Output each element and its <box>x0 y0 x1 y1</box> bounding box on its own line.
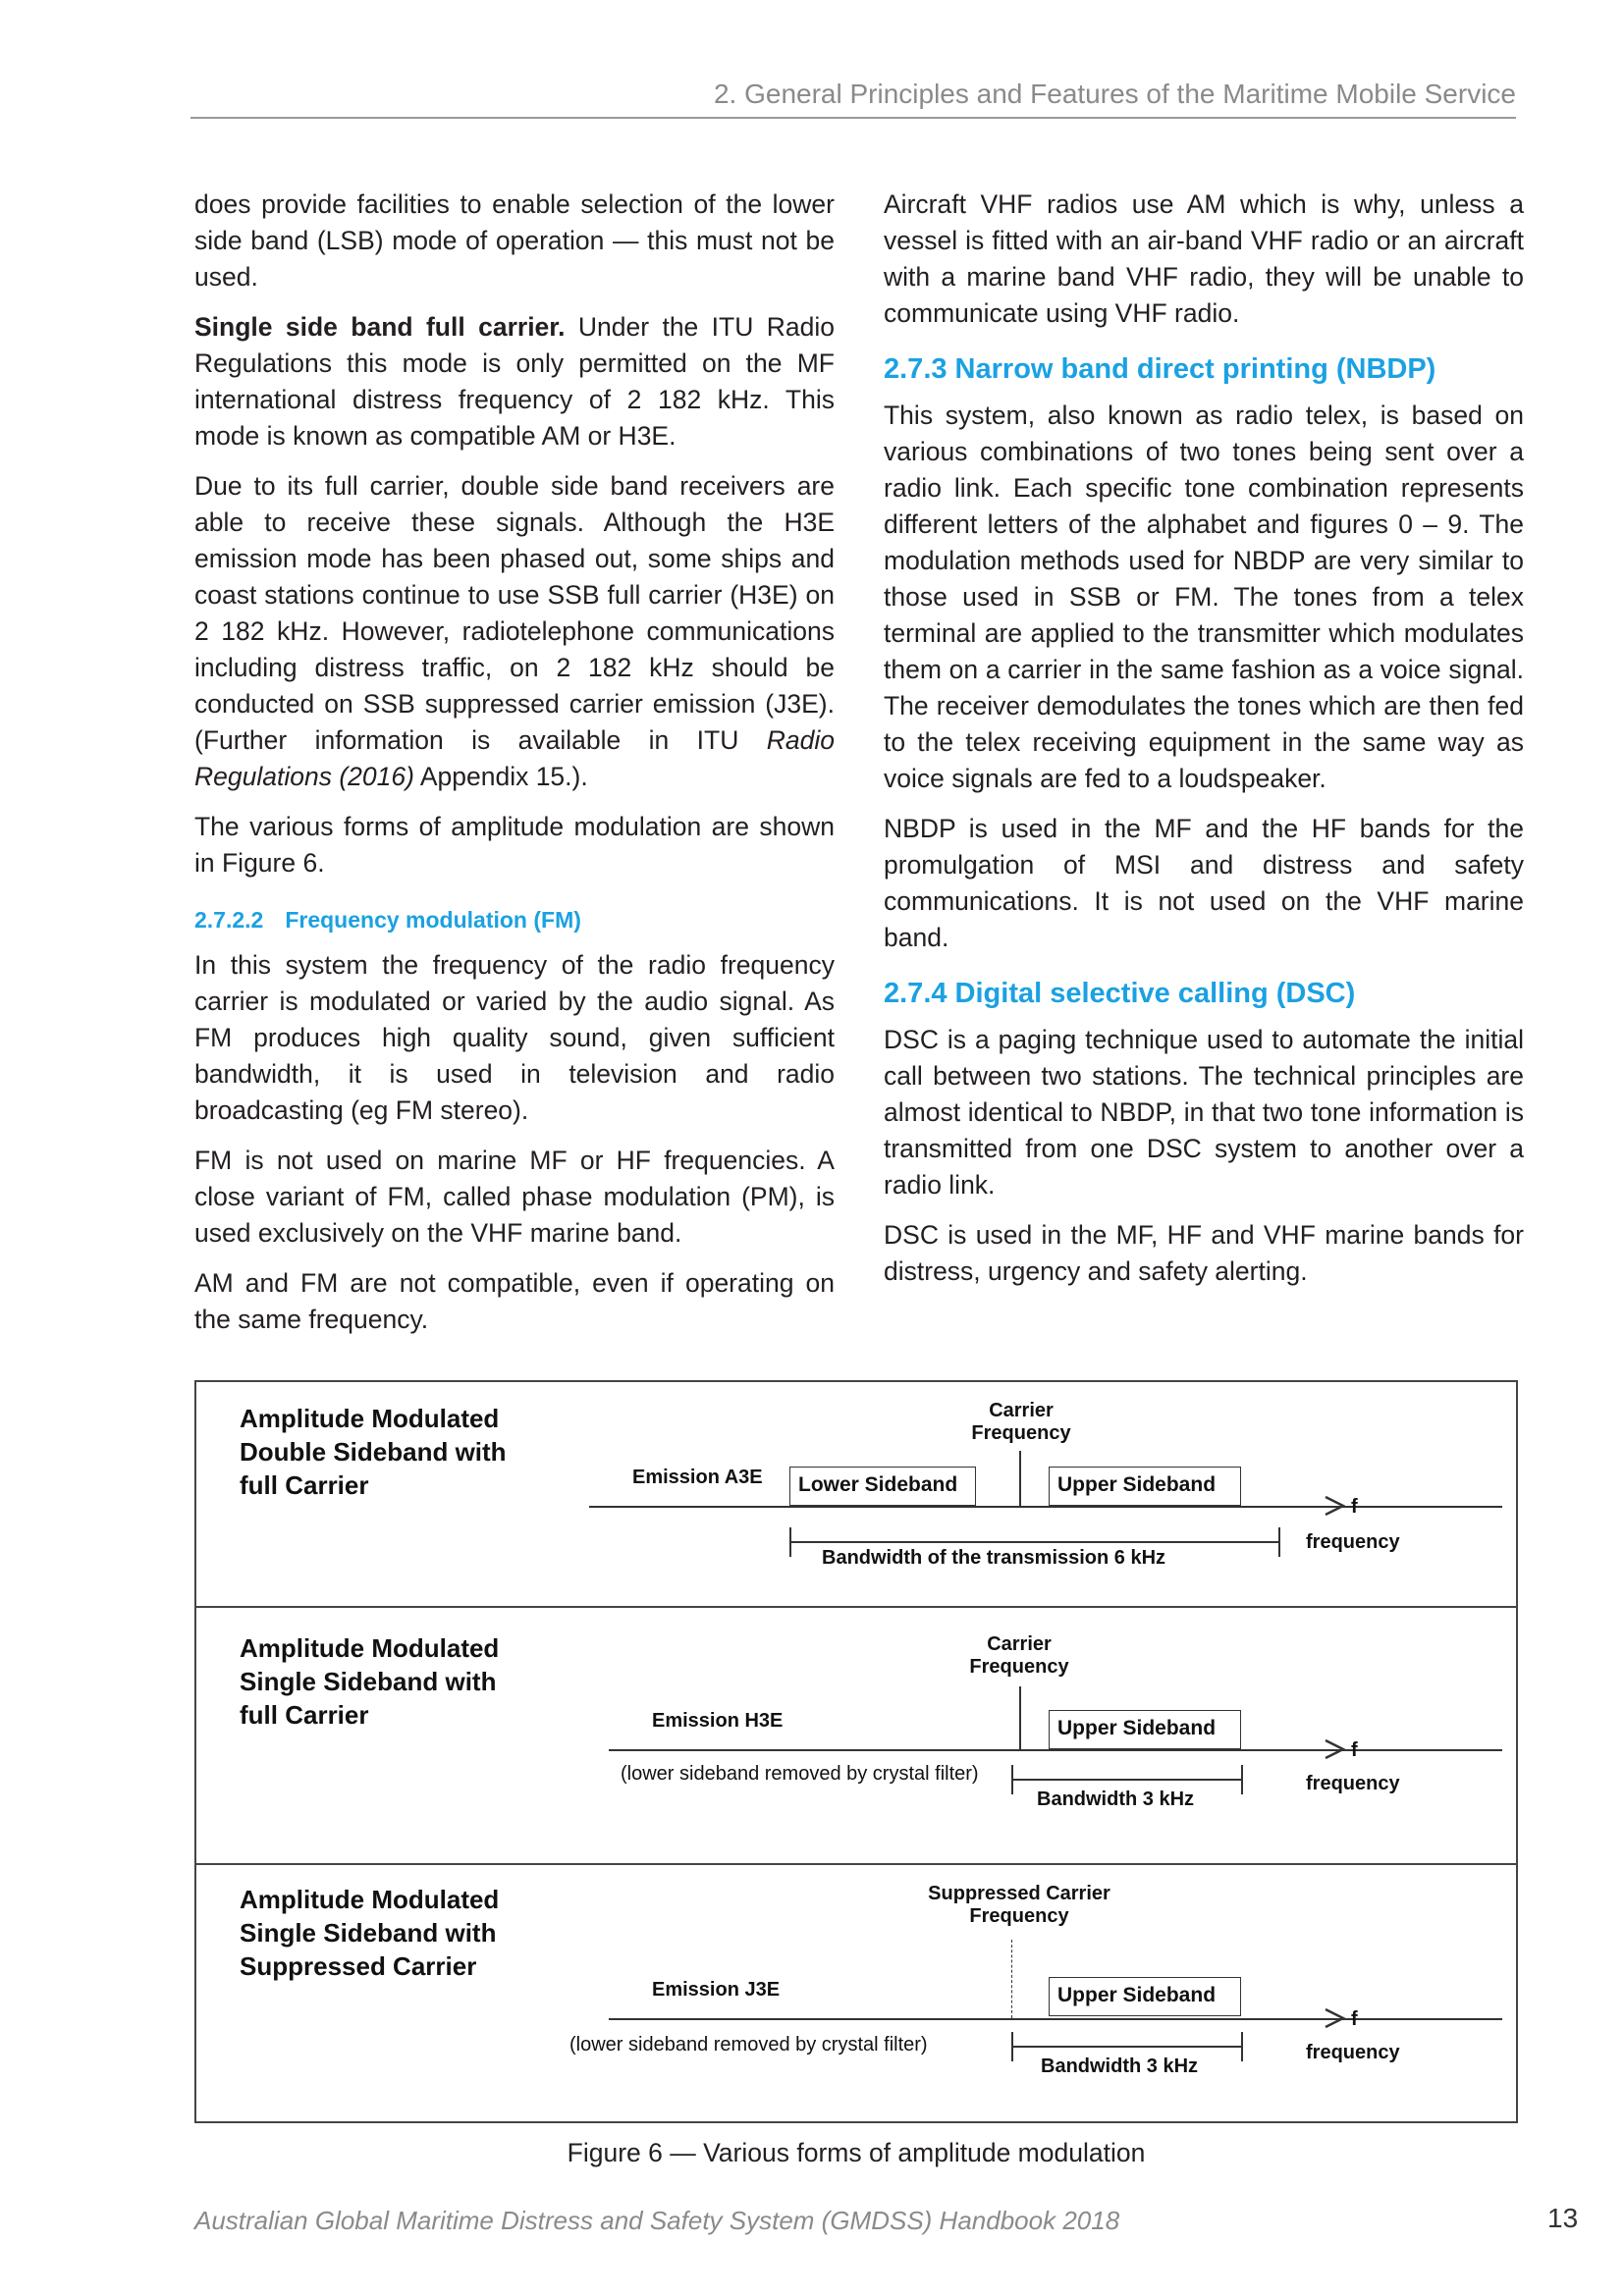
frequency-label: frequency <box>1306 2042 1400 2063</box>
panel-single-sideband-full-carrier <box>196 1608 1516 1865</box>
figure-6 <box>194 1380 1518 2123</box>
paragraph: This system, also known as radio telex, is based on various combinations of two tones being sent over a radio link. Each specific tone combination represents different letters of the alphabet and figures 0 – 9. The modulation methods used for NBDP are very similar to those used in SSB or FM. The tones from a telex terminal are applied to the transmitter which modulates them on a carrier in the same fashion as a voice signal. The receiver demodulates the tones which are then fed to the telex receiving equipment in the same way as voice signals are fed to a loudspeaker. <box>884 400 1524 793</box>
bandwidth-line <box>1011 1779 1241 1781</box>
emission-label: Emission J3E <box>652 1979 781 2001</box>
carrier-line <box>1019 1451 1021 1506</box>
paragraph: does provide facilities to enable selection of the lower side band (LSB) mode of operation — this must not be used. <box>194 189 835 292</box>
panel-title: Amplitude Modulated Double Sideband with full Carrier <box>240 1404 507 1500</box>
page-number: 13 <box>1547 2203 1579 2233</box>
lower-sideband-box: Lower Sideband <box>789 1467 976 1506</box>
panel-title: Amplitude Modulated Single Sideband with full Carrier <box>240 1633 500 1730</box>
paragraph: DSC is a paging technique used to automate the initial call between two stations. The technical principles are almost identical to NBDP, in that two tone information is transmitted from one DSC system to another over a radio link. <box>884 1025 1524 1200</box>
frequency-axis <box>589 1506 1502 1508</box>
bandwidth-tick-right <box>1241 1765 1243 1794</box>
frequency-label: frequency <box>1306 1773 1400 1794</box>
figure-caption: Figure 6 — Various forms of amplitude modulation <box>567 2138 1146 2167</box>
bandwidth-line <box>1011 2046 1241 2048</box>
running-header: 2. General Principles and Features of the Maritime Mobile Service <box>713 79 1516 109</box>
footer-title: Australian Global Maritime Distress and Safety System (GMDSS) Handbook 2018 <box>194 2206 1120 2235</box>
carrier-label: Carrier Frequency <box>969 1633 1069 1678</box>
paragraph: The various forms of amplitude modulation are shown in Figure 6. <box>194 812 835 878</box>
frequency-axis <box>609 1749 1502 1751</box>
section-heading-2722: 2.7.2.2 Frequency modulation (FM) <box>194 907 581 933</box>
right-column <box>884 187 1524 1304</box>
arrow-right-icon <box>1324 1738 1345 1760</box>
paragraph: AM and FM are not compatible, even if operating on the same frequency. <box>194 1268 835 1334</box>
f-label: f <box>1351 1739 1358 1761</box>
carrier-label: Suppressed Carrier Frequency <box>928 1883 1110 1927</box>
carrier-label: Carrier Frequency <box>971 1400 1071 1444</box>
paragraph: NBDP is used in the MF and the HF bands for the promulgation of MSI and distress and safety communications. It is not used on the VHF marine band. <box>884 814 1524 952</box>
paragraph: In this system the frequency of the radio frequency carrier is modulated or varied by the audio signal. As FM produces high quality sound, given sufficient bandwidth, it is used in television and radio broadcasting (eg FM stereo). <box>194 950 835 1125</box>
filter-note: (lower sideband removed by crystal filter) <box>569 2034 928 2056</box>
arrow-right-icon <box>1324 1495 1345 1517</box>
section-heading-273: 2.7.3 Narrow band direct printing (NBDP) <box>884 353 1436 385</box>
upper-sideband-box: Upper Sideband <box>1049 1467 1241 1506</box>
left-column <box>194 187 835 1352</box>
frequency-axis <box>609 2018 1502 2020</box>
paragraph: Due to its full carrier, double side band receivers are able to receive these signals. Although the H3E emission mode has been phased out, some ships and coast stations continue to use SSB full carrier (H3E) on 2 182 kHz. However, radiotelephone communications including distress traffic, on 2 182 kHz should be conducted on SSB suppressed carrier emission (J3E). (Further information is available in ITU Radio Regulations (2016) Appendix 15.). <box>194 471 835 791</box>
suppressed-carrier-line <box>1011 1940 1012 2018</box>
panel-single-sideband-suppressed-carrier <box>196 1865 1516 2122</box>
frequency-label: frequency <box>1306 1531 1400 1553</box>
paragraph: Aircraft VHF radios use AM which is why, unless a vessel is fitted with an air-band VHF radio or an aircraft with a marine band VHF radio, they will be unable to communicate using VHF radio. <box>884 189 1524 328</box>
f-label: f <box>1351 1496 1358 1518</box>
bandwidth-label: Bandwidth of the transmission 6 kHz <box>822 1547 1166 1569</box>
arrow-right-icon <box>1324 2007 1345 2029</box>
filter-note: (lower sideband removed by crystal filter) <box>621 1763 979 1785</box>
paragraph: Single side band full carrier. Under the ITU Radio Regulations this mode is only permitted on the MF international distress frequency of 2 182 kHz. This mode is known as compatible AM or H3E. <box>194 312 835 451</box>
bandwidth-line <box>789 1541 1278 1543</box>
emission-label: Emission A3E <box>632 1467 763 1488</box>
paragraph: FM is not used on marine MF or HF frequencies. A close variant of FM, called phase modulation (PM), is used exclusively on the VHF marine band. <box>194 1146 835 1248</box>
upper-sideband-box: Upper Sideband <box>1049 1977 1241 2016</box>
bandwidth-label: Bandwidth 3 kHz <box>1037 1789 1195 1810</box>
paragraph: DSC is used in the MF, HF and VHF marine bands for distress, urgency and safety alerting. <box>884 1220 1524 1286</box>
bandwidth-label: Bandwidth 3 kHz <box>1041 2056 1199 2077</box>
header-rule <box>190 117 1516 119</box>
bandwidth-tick-right <box>1278 1527 1280 1557</box>
carrier-line <box>1019 1686 1021 1749</box>
panel-title: Amplitude Modulated Single Sideband with Suppressed Carrier <box>240 1885 500 1981</box>
panel-double-sideband <box>196 1382 1516 1608</box>
emission-label: Emission H3E <box>652 1710 784 1732</box>
section-heading-274: 2.7.4 Digital selective calling (DSC) <box>884 978 1356 1009</box>
upper-sideband-box: Upper Sideband <box>1049 1710 1241 1749</box>
f-label: f <box>1351 2008 1358 2030</box>
run-in-heading: Single side band full carrier. <box>194 312 566 342</box>
citation: Radio Regulations (2016) <box>194 725 835 791</box>
bandwidth-tick-right <box>1241 2032 1243 2061</box>
